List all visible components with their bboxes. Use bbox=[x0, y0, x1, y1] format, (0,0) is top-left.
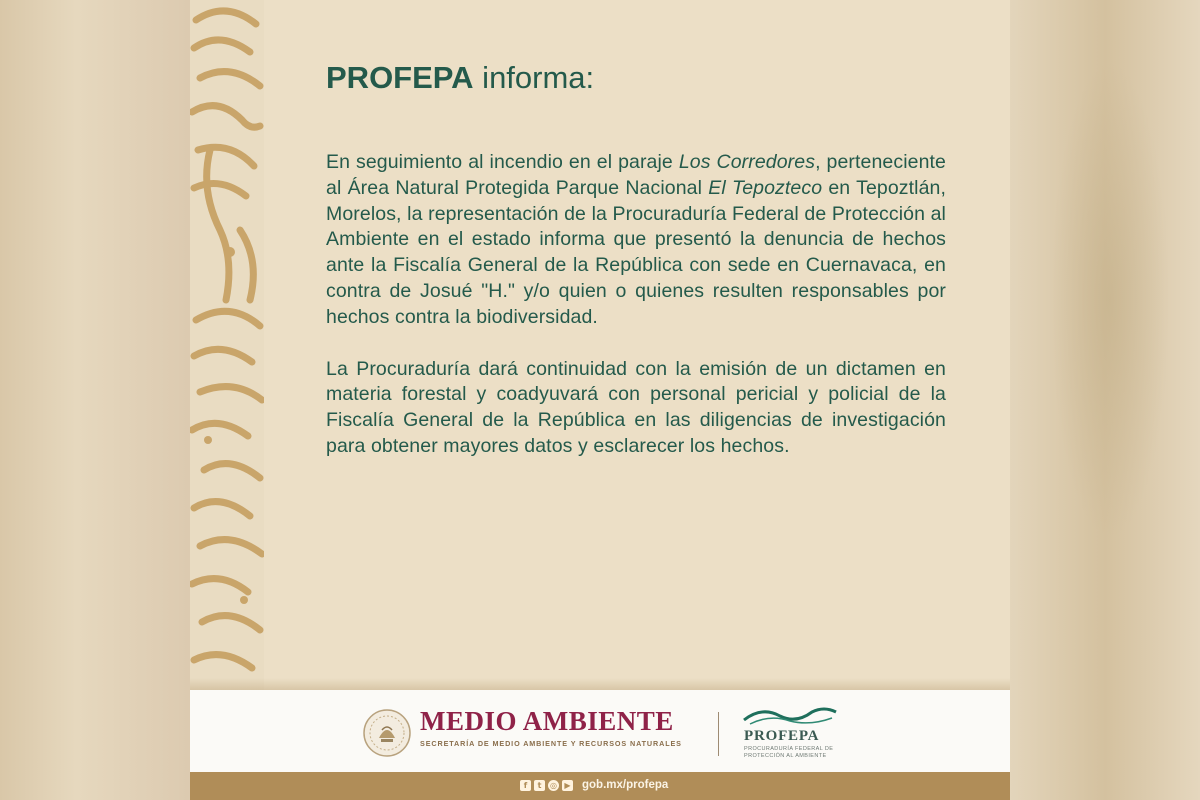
paragraph-1-italic-a: Los Corredores bbox=[678, 151, 816, 173]
youtube-icon[interactable]: ▶ bbox=[562, 780, 573, 791]
logo-divider bbox=[718, 712, 719, 756]
title-rest: informa: bbox=[473, 60, 595, 95]
paragraph-1-text-a: En seguimiento al incendio en el paraje bbox=[326, 151, 679, 173]
blurred-background-right bbox=[1010, 0, 1200, 800]
page-title bbox=[326, 58, 946, 98]
national-seal-icon bbox=[362, 708, 412, 758]
facebook-icon[interactable]: f bbox=[520, 780, 531, 791]
profepa-subtitle: PROCURADURÍA FEDERAL DE PROTECCIÓN AL AMBIENTE bbox=[744, 746, 834, 759]
gold-swirl-pattern-icon bbox=[190, 0, 264, 690]
logo-sub-text: SECRETARÍA DE MEDIO AMBIENTE Y RECURSOS NATURALES bbox=[420, 739, 682, 748]
announcement-content bbox=[326, 58, 946, 486]
blurred-background-left bbox=[0, 0, 190, 800]
profepa-name: PROFEPA bbox=[744, 728, 820, 744]
profepa-logo bbox=[740, 704, 840, 764]
decorative-pattern-border bbox=[190, 0, 264, 690]
twitter-icon[interactable]: t bbox=[534, 780, 545, 791]
paragraph-1-italic-b: El Tepozteco bbox=[708, 176, 823, 199]
paragraph-2: La Procuraduría dará continuidad con la emisión de un dictamen en materia forestal y coadyuvará con personal pericial y policial de la Fiscalía General de la República en las diligencias de investigación para obtener mayores datos y esclarecer los hechos. bbox=[326, 357, 946, 457]
title-brand: PROFEPA bbox=[326, 60, 474, 95]
semarnat-logo bbox=[420, 705, 682, 748]
paragraph-1-text-c: en Tepoztlán, Morelos, la representación de la Procuraduría Federal de Protección al Ambiente en el estado informa que presentó la denuncia de hechos ante la Fiscalía General de la República con sede en Cuernavaca, en contra de Josué "H." y/o quien o quienes resulten responsables por hechos contra la biodiversidad. bbox=[326, 176, 946, 328]
instagram-icon[interactable]: ◎ bbox=[548, 780, 559, 791]
paragraph-1 bbox=[326, 150, 946, 331]
website-link[interactable]: gob.mx/profepa bbox=[582, 779, 669, 791]
social-bar bbox=[190, 772, 1010, 800]
profepa-wave-icon bbox=[740, 704, 840, 728]
footer-logos bbox=[190, 690, 1010, 772]
paragraph-1-text-b: , perteneciente al Área Natural Protegida Parque Nacional bbox=[326, 151, 946, 199]
logo-main-text: MEDIO AMBIENTE bbox=[420, 706, 674, 736]
social-links bbox=[520, 779, 668, 791]
announcement-poster bbox=[190, 0, 1010, 800]
